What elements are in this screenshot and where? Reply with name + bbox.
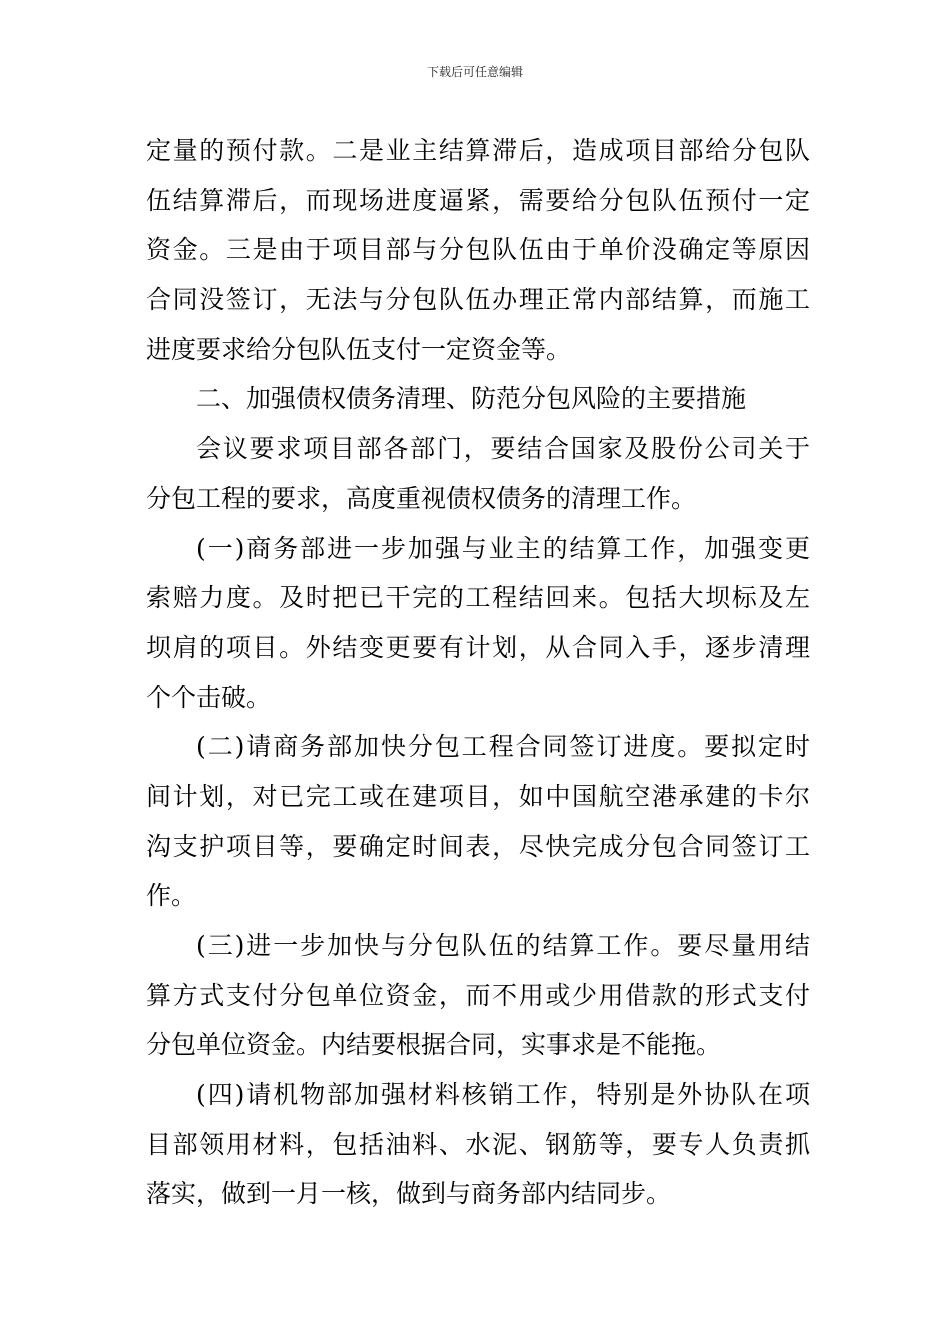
section-heading: 二、加强债权债务清理、防范分包风险的主要措施 <box>196 384 747 414</box>
paragraph-line: 索赔力度。及时把已干完的工程结回来。包括大坝标及左 <box>146 583 810 613</box>
paragraph-line: 个个击破。 <box>146 682 272 712</box>
paragraph-line: 作。 <box>146 881 197 911</box>
paragraph-line: 合同没签订，无法与分包队伍办理正常内部结算，而施工 <box>146 285 810 315</box>
paragraph-line: (一)商务部进一步加强与业主的结算工作，加强变更 <box>196 533 810 563</box>
paragraph-line: 进度要求给分包队伍支付一定资金等。 <box>146 334 572 364</box>
page-header: 下载后可任意编辑 <box>426 65 523 79</box>
paragraph-line: 目部领用材料，包括油料、水泥、钢筋等，要专人负责抓 <box>146 1129 810 1159</box>
paragraph-line: 分包单位资金。内结要根据合同，实事求是不能拖。 <box>146 1030 722 1060</box>
paragraph-line: 伍结算滞后，而现场进度逼紧，需要给分包队伍预付一定 <box>146 185 810 215</box>
paragraph-line: 分包工程的要求，高度重视债权债务的清理工作。 <box>146 483 697 513</box>
paragraph-line: (四)请机物部加强材料核销工作，特别是外协队在项 <box>196 1080 810 1110</box>
paragraph-line: 间计划，对已完工或在建项目，如中国航空港承建的卡尔 <box>146 781 810 811</box>
paragraph-line: 落实，做到一月一核，做到与商务部内结同步。 <box>146 1179 672 1209</box>
paragraph-line: 算方式支付分包单位资金，而不用或少用借款的形式支付 <box>146 980 810 1010</box>
paragraph-line: 定量的预付款。二是业主结算滞后，造成项目部给分包队 <box>146 136 810 165</box>
paragraph-line: 坝肩的项目。外结变更要有计划，从合同入手，逐步清理 <box>146 632 810 662</box>
paragraph-line: (二)请商务部加快分包工程合同签订进度。要拟定时 <box>196 732 810 762</box>
paragraph-line: 会议要求项目部各部门，要结合国家及股份公司关于 <box>196 434 810 464</box>
document-body <box>146 126 810 1219</box>
paragraph-line: (三)进一步加快与分包队伍的结算工作。要尽量用结 <box>196 931 810 960</box>
paragraph-line: 沟支护项目等，要确定时间表，尽快完成分包合同签订工 <box>146 831 810 861</box>
paragraph-line: 资金。三是由于项目部与分包队伍由于单价没确定等原因 <box>146 235 810 265</box>
